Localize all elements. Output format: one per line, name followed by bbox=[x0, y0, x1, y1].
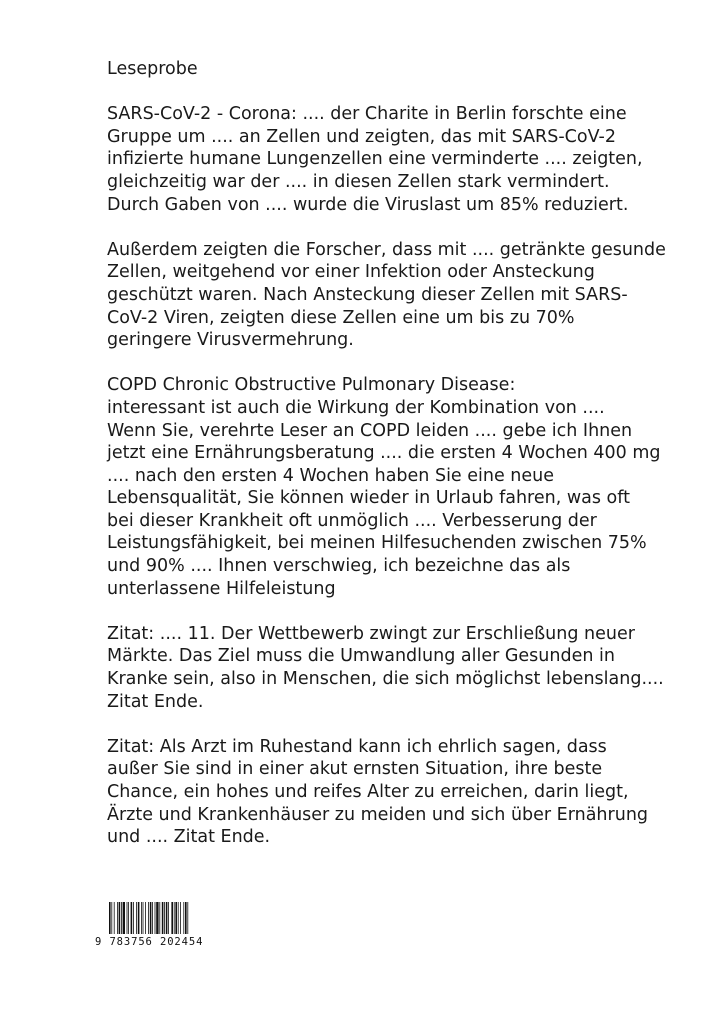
heading-line: Leseprobe bbox=[107, 59, 198, 79]
text-line: infizierte humane Lungenzellen eine verminderte .... zeigten, bbox=[107, 149, 643, 170]
text-line: Zellen, weitgehend vor einer Infektion oder Ansteckung bbox=[107, 262, 595, 283]
text-line: Lebensqualität, Sie können wieder in Urlaub fahren, was oft bbox=[107, 488, 630, 509]
barcode-number: 9 783756 202454 bbox=[95, 936, 204, 948]
text-line: Kranke sein, also in Menschen, die sich möglichst lebenslang.... bbox=[107, 669, 664, 690]
paragraph-zitat-arzt bbox=[107, 736, 667, 849]
text-line: Wenn Sie, verehrte Leser an COPD leiden .... gebe ich Ihnen bbox=[107, 420, 633, 441]
text-line: Außerdem zeigten die Forscher, dass mit .... getränkte gesunde bbox=[107, 239, 666, 260]
text-line: Leistungsfähigkeit, bei meinen Hilfesuchenden zwischen 75% bbox=[107, 533, 647, 554]
paragraph-zitat-wettbewerb bbox=[107, 623, 667, 713]
text-line: außer Sie sind in einer akut ernsten Situation, ihre beste bbox=[107, 759, 603, 780]
text-line: gleichzeitig war der .... in diesen Zellen stark vermindert. bbox=[107, 171, 610, 192]
text-line: .... nach den ersten 4 Wochen haben Sie eine neue bbox=[107, 465, 555, 486]
text-line: bei dieser Krankheit oft unmöglich .... Verbesserung der bbox=[107, 510, 597, 531]
text-line: interessant ist auch die Wirkung der Kombination von .... bbox=[107, 397, 605, 418]
text-line: Chance, ein hohes und reifes Alter zu erreichen, darin liegt, bbox=[107, 782, 629, 802]
paragraph-sars-cov-2 bbox=[107, 103, 667, 216]
text-line: und 90% .... Ihnen verschwieg, ich bezeichne das als bbox=[107, 556, 571, 577]
paragraph-copd bbox=[107, 374, 667, 600]
text-line: CoV-2 Viren, zeigten diese Zellen eine um bis zu 70% bbox=[107, 307, 575, 328]
isbn-barcode bbox=[95, 902, 230, 952]
excerpt-heading bbox=[107, 58, 667, 81]
text-line: Zitat Ende. bbox=[107, 691, 204, 712]
text-line: und .... Zitat Ende. bbox=[107, 827, 271, 848]
paragraph-forscher bbox=[107, 239, 667, 352]
text-line: Zitat: Als Arzt im Ruhestand kann ich ehrlich sagen, dass bbox=[107, 736, 607, 757]
text-line: geringere Virusvermehrung. bbox=[107, 330, 354, 351]
text-line: Märkte. Das Ziel muss die Umwandlung aller Gesunden in bbox=[107, 646, 615, 667]
text-line: jetzt eine Ernährungsberatung .... die ersten 4 Wochen 400 mg bbox=[107, 443, 661, 464]
text-line: SARS-CoV-2 - Corona: .... der Charite in Berlin forschte eine bbox=[107, 104, 627, 125]
excerpt-text bbox=[107, 58, 667, 871]
barcode-bars-icon bbox=[109, 902, 221, 934]
text-line: COPD Chronic Obstructive Pulmonary Disease: bbox=[107, 375, 516, 396]
text-line: Zitat: .... 11. Der Wettbewerb zwingt zur Erschließung neuer bbox=[107, 623, 635, 644]
text-line: Durch Gaben von .... wurde die Viruslast um 85% reduziert. bbox=[107, 194, 629, 215]
text-line: Ärzte und Krankenhäuser zu meiden und sich über Ernährung bbox=[107, 804, 649, 825]
text-line: Gruppe um .... an Zellen und zeigten, das mit SARS-CoV-2 bbox=[107, 126, 616, 147]
text-line: geschützt waren. Nach Ansteckung dieser Zellen mit SARS- bbox=[107, 284, 628, 305]
text-line: unterlassene Hilfeleistung bbox=[107, 578, 336, 599]
